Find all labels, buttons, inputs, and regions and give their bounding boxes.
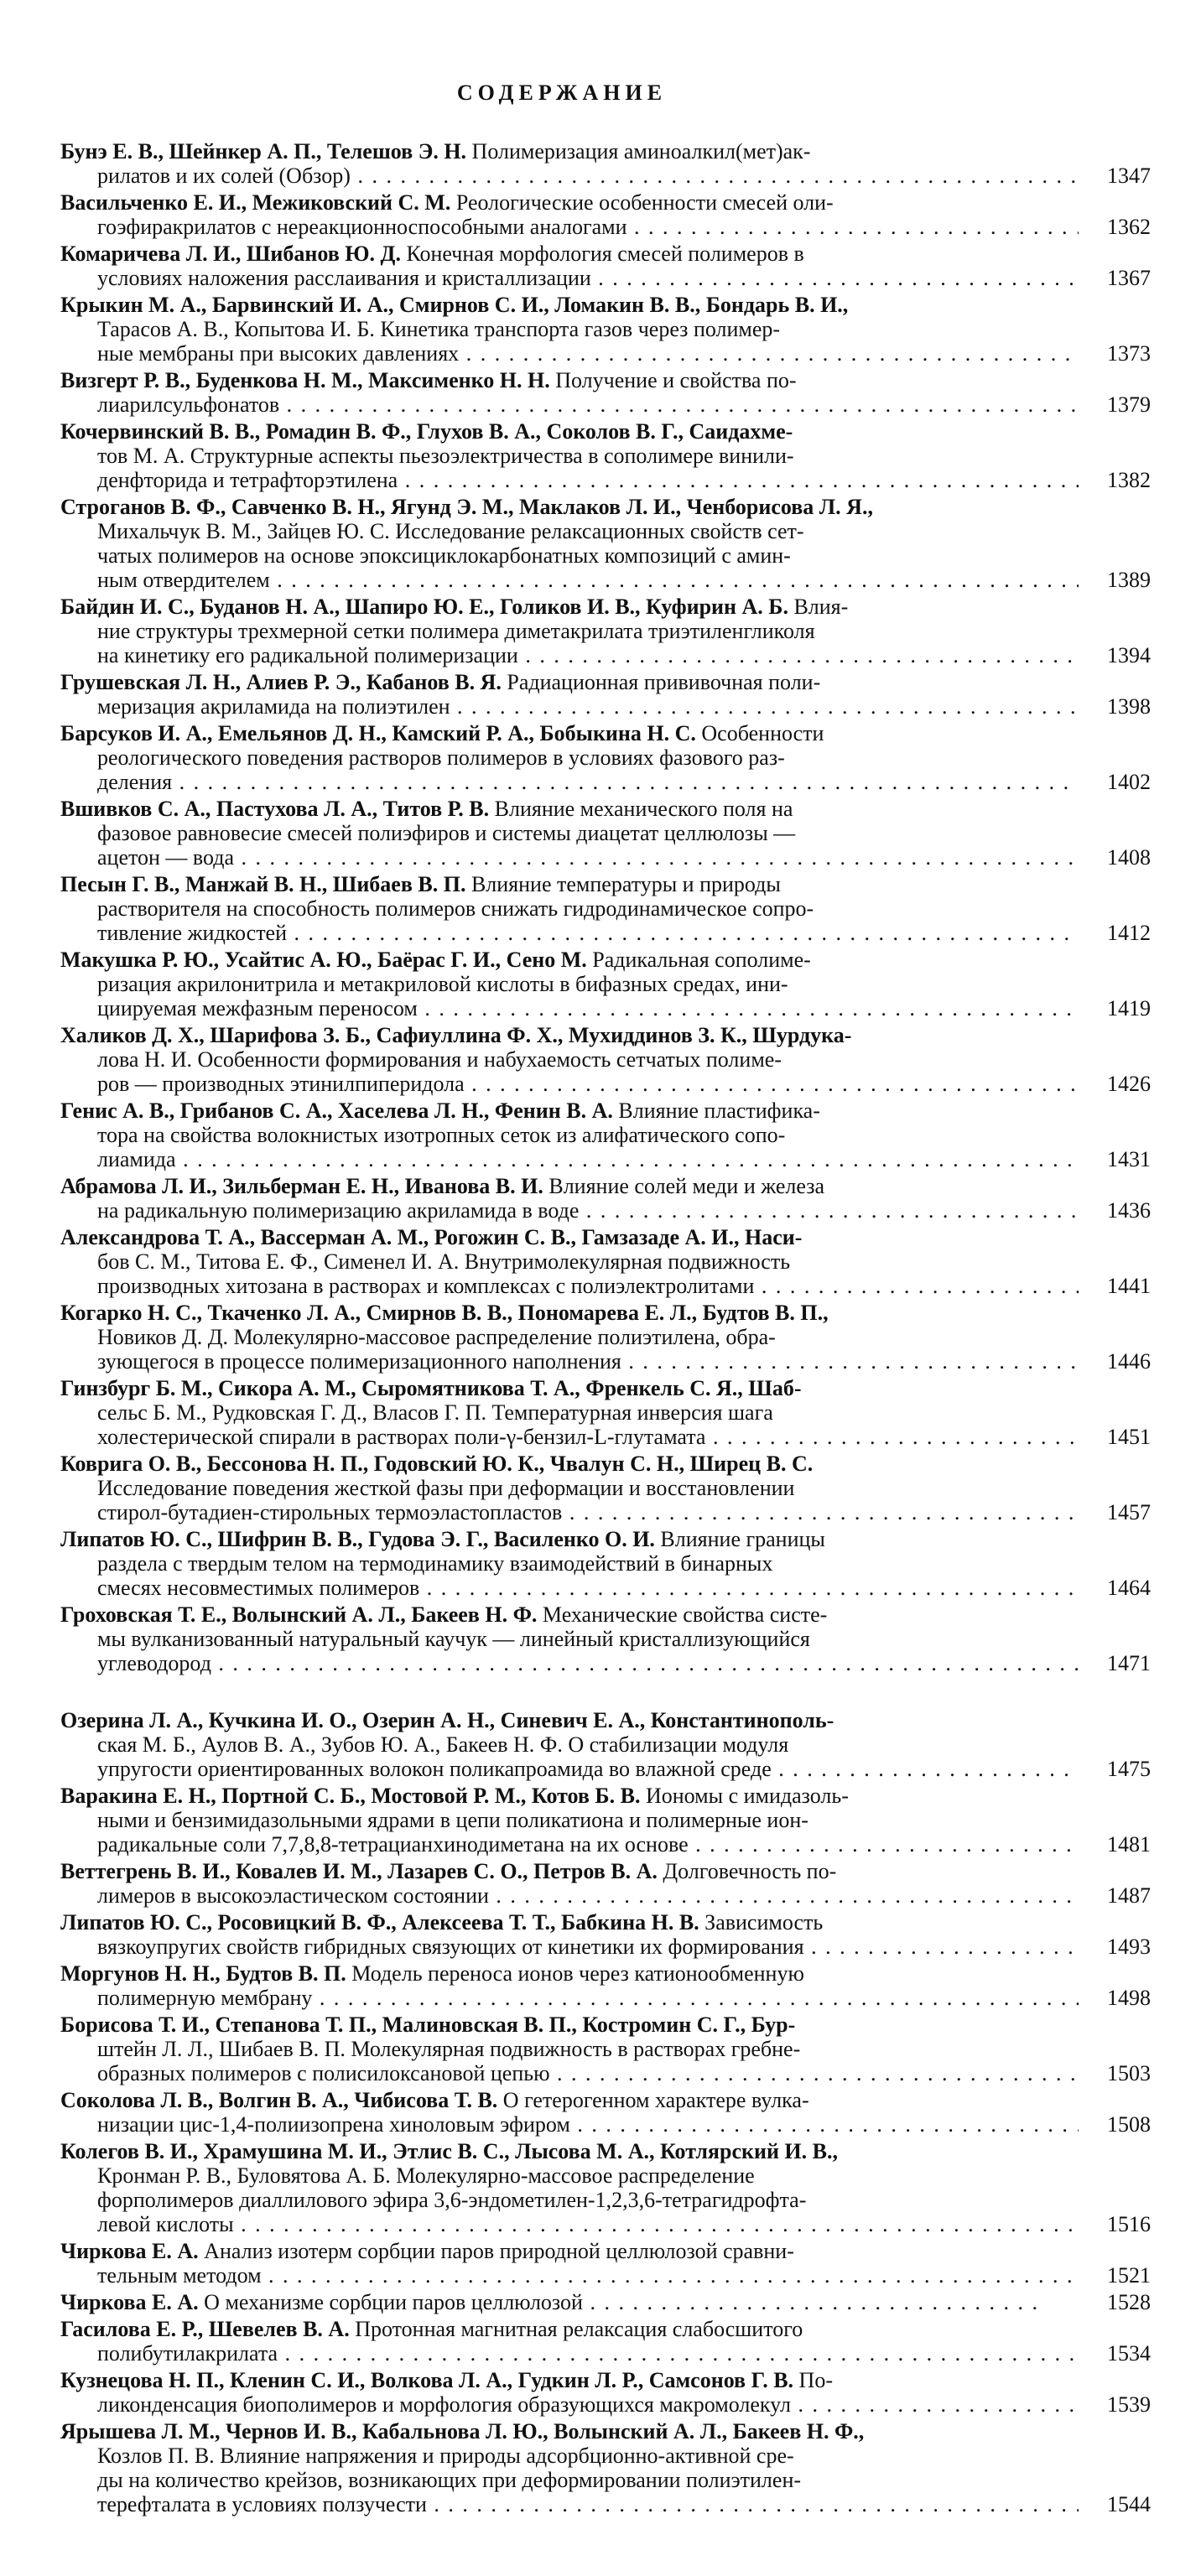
toc-title-first: Модель переноса ионов через катионообменную: [351, 1961, 804, 1986]
toc-authors: Строганов В. Ф., Савченко В. Н., Ягунд Э. М., Маклаков Л. И., Ченборисова Л. Я.,: [60, 495, 873, 519]
toc-page-number: 1534: [1107, 2341, 1151, 2366]
toc-title-line: Исследование поведения жесткой фазы при деформации и восстановлении: [97, 1476, 795, 1500]
toc-entry: [60, 1784, 1151, 1857]
toc-entry: [60, 1452, 1151, 1524]
toc-authors: Вшивков С. А., Пастухова Л. А., Титов Р. В.: [60, 797, 490, 821]
toc-page-number: 1475: [1107, 1757, 1151, 1781]
toc-entry: [60, 2368, 1151, 2417]
toc-title-line: ние структуры трехмерной сетки полимера диметакрилата триэтиленгликоля: [97, 619, 815, 643]
toc-title-line: ацетон — вода . . .: [60, 845, 1079, 870]
toc-entry-head: [60, 139, 1151, 164]
toc-page-number: 1471: [1107, 1651, 1151, 1675]
toc-entry-head: [60, 1910, 1151, 1935]
toc-entry: [60, 242, 1151, 290]
toc-title-line: смесях несовместимых полимеров . . .: [60, 1576, 1079, 1600]
toc-title-line: чатых полимеров на основе эпоксициклокарбонатных композиций с амин-: [97, 543, 791, 568]
toc-entry-head: [60, 495, 1151, 519]
toc-title-first: Влияние пластифика-: [618, 1098, 820, 1123]
contents-section-2: [60, 1708, 1151, 2516]
toc-title-line: ская М. Б., Аулов В. А., Зубов Ю. А., Бакеев Н. Ф. О стабилизации модуля: [97, 1732, 789, 1757]
toc-title-line: денфторида и тетрафторэтилена . . .: [60, 468, 1079, 492]
toc-entry-head: [60, 1023, 1151, 1047]
toc-entry-head: [60, 2317, 1151, 2341]
toc-entry: [60, 670, 1151, 719]
toc-entry: [60, 1859, 1151, 1908]
toc-title-line: зующегося в процессе полимеризационного наполнения . . .: [60, 1349, 1079, 1374]
toc-entry-head: [60, 2139, 1151, 2163]
toc-authors: Барсуков И. А., Емельянов Д. Н., Камский Р. А., Бобыкина Н. С.: [60, 721, 696, 745]
toc-entry: [60, 495, 1151, 592]
toc-title-first: Реологические особенности смесей оли-: [455, 190, 834, 215]
contents-section-1: [60, 139, 1151, 1675]
toc-entry: [60, 2317, 1151, 2366]
toc-title-line: растворителя на способность полимеров снижать гидродинамическое сопро-: [97, 896, 814, 921]
toc-title-first: О механизме сорбции паров целлюлозой: [204, 2290, 583, 2314]
toc-entry-head: [60, 1174, 1151, 1198]
toc-entry-head: [60, 948, 1151, 972]
toc-title-line: холестерической спирали в растворах поли-γ-бензил-L-глутамата . . .: [60, 1425, 1079, 1449]
toc-entry: [60, 797, 1151, 870]
toc-page-number: 1389: [1107, 568, 1151, 592]
toc-title-line: Новиков Д. Д. Молекулярно-массовое распределение полиэтилена, обра-: [97, 1325, 776, 1349]
toc-authors: Колегов В. И., Храмушина М. И., Этлис В. С., Лысова М. А., Котлярский И. В.,: [60, 2139, 838, 2163]
toc-title-line: ризация акрилонитрила и метакриловой кислоты в бифазных средах, ини-: [97, 972, 788, 996]
toc-title-first: Долговечность по-: [663, 1859, 837, 1883]
toc-title-first: О гетерогенном характере вулка-: [502, 2088, 809, 2112]
toc-page-number: 1367: [1107, 266, 1151, 290]
toc-entry-head: [60, 2088, 1151, 2112]
toc-page-number: 1457: [1107, 1500, 1151, 1524]
toc-authors: Гасилова Е. Р., Шевелев В. А.: [60, 2317, 350, 2341]
page-title: СОДЕРЖАНИЕ: [456, 80, 668, 105]
toc-authors: Абрамова Л. И., Зильберман Е. Н., Иванова В. И.: [60, 1174, 543, 1198]
toc-title-first: Влияние границы: [660, 1527, 825, 1551]
toc-entry-head: [60, 1784, 1151, 1808]
toc-entry-head: [60, 595, 1151, 619]
toc-authors: Кочервинский В. В., Ромадин В. Ф., Глухов В. А., Соколов В. Г., Саидахме-: [60, 419, 793, 444]
toc-entry: [60, 1225, 1151, 1298]
toc-title-first: Влияние солей меди и железа: [549, 1174, 825, 1198]
toc-title-line: реологического поведения растворов полимеров в условиях фазового раз-: [97, 745, 785, 770]
toc-entry-head: [60, 2239, 1151, 2263]
toc-authors: Соколова Л. В., Волгин В. А., Чибисова Т. В.: [60, 2088, 498, 2112]
toc-entry: [60, 1174, 1151, 1223]
toc-page-number: 1493: [1107, 1935, 1151, 1959]
toc-entry: [60, 1376, 1151, 1449]
toc-title-line: тельным методом . . .: [60, 2263, 1079, 2288]
toc-authors: Варакина Е. Н., Портной С. Б., Мостовой Р. М., Котов Б. В.: [60, 1784, 641, 1808]
toc-title-line: циируемая межфазным переносом . . .: [60, 996, 1079, 1021]
toc-page-number: 1503: [1107, 2061, 1151, 2085]
toc-authors: Визгерт Р. В., Буденкова Н. М., Максименко Н. Н.: [60, 368, 550, 392]
toc-entry: [60, 1708, 1151, 1781]
toc-authors: Крыкин М. А., Барвинский И. А., Смирнов С. И., Ломакин В. В., Бондарь В. И.,: [60, 293, 849, 317]
toc-entry-head: [60, 721, 1151, 745]
toc-title-line: полимерную мембрану . . .: [60, 1986, 1079, 2010]
toc-title-line: лимеров в высокоэластическом состоянии . . .: [60, 1883, 1079, 1908]
toc-entry-head: [60, 670, 1151, 694]
toc-entry-head: [60, 1527, 1151, 1551]
toc-page-number: 1347: [1107, 164, 1151, 188]
toc-page-number: 1394: [1107, 643, 1151, 667]
toc-authors: Бунэ Е. В., Шейнкер А. П., Телешов Э. Н.: [60, 139, 467, 164]
toc-title-first: Радиационная прививочная поли-: [507, 670, 821, 694]
toc-title-line: Козлов П. В. Влияние напряжения и природы адсорбционно-активной сре-: [97, 2444, 794, 2468]
toc-title-first: Получение и свойства по-: [555, 368, 797, 392]
toc-title-line: форполимеров диаллилового эфира 3,6-эндометилен-1,2,3,6-тетрагидрофта-: [97, 2188, 807, 2212]
toc-page-number: 1446: [1107, 1349, 1151, 1374]
toc-authors: Липатов Ю. С., Росовицкий В. Ф., Алексеева Т. Т., Бабкина Н. В.: [60, 1910, 699, 1935]
toc-entry: [60, 1023, 1151, 1096]
toc-page-number: 1544: [1107, 2492, 1151, 2516]
toc-title-line: ды на количество крейзов, возникающих при деформировании полиэтилен-: [97, 2468, 802, 2492]
toc-entry: [60, 1910, 1151, 1959]
toc-title-first: Протонная магнитная релаксация слабосшитого: [355, 2317, 803, 2341]
toc-authors: Моргунов Н. Н., Будтов В. П.: [60, 1961, 346, 1986]
toc-authors: Васильченко Е. И., Межиковский С. М.: [60, 190, 451, 215]
toc-entry: [60, 872, 1151, 945]
toc-entry: [60, 1961, 1151, 2010]
toc-title-first: Влияние температуры и природы: [471, 872, 781, 896]
toc-page-number: 1441: [1107, 1274, 1151, 1298]
toc-title-line: тов М. А. Структурные аспекты пьезоэлектричества в сополимере винили-: [97, 444, 794, 468]
toc-title-first: Влияние механического поля на: [494, 797, 793, 821]
toc-title-line: ликонденсация биополимеров и морфология образующихся макромолекул . . .: [60, 2392, 1079, 2417]
toc-title-line: терефталата в условиях ползучести . . .: [60, 2492, 1079, 2516]
toc-entry-head: [60, 1301, 1151, 1325]
toc-entry: [60, 1301, 1151, 1374]
toc-title-first: Иономы с имидазоль-: [645, 1784, 849, 1808]
toc-authors: Генис А. В., Грибанов С. А., Хаселева Л. Н., Фенин В. А.: [60, 1098, 613, 1123]
toc-page-number: 1431: [1107, 1147, 1151, 1171]
toc-title-line: раздела с твердым телом на термодинамику взаимодействий в бинарных: [97, 1551, 773, 1576]
toc-title-line: штейн Л. Л., Шибаев В. П. Молекулярная подвижность в растворах гребне-: [97, 2037, 801, 2061]
toc-title-line: тивление жидкостей . . .: [60, 921, 1079, 945]
toc-page-number: 1379: [1107, 392, 1151, 417]
toc-title-first: Механические свойства систе-: [542, 1602, 828, 1627]
toc-title-line: ров — производных этинилпиперидола . . .: [60, 1072, 1079, 1096]
toc-authors: Липатов Ю. С., Шифрин В. В., Гудова Э. Г., Василенко О. И.: [60, 1527, 655, 1551]
toc-authors: Ярышева Л. М., Чернов И. В., Кабальнова Л. Ю., Волынский А. Л., Бакеев Н. Ф.,: [60, 2419, 865, 2444]
toc-authors: Кузнецова Н. П., Кленин С. И., Волкова Л. А., Гудкин Л. Р., Самсонов Г. В.: [60, 2368, 794, 2392]
toc-title-line: упругости ориентированных волокон поликапроамида во влажной среде . . .: [60, 1757, 1079, 1781]
toc-entry-head: [60, 1376, 1151, 1400]
toc-entry-head: [60, 1225, 1151, 1249]
toc-entry-head: [60, 293, 1151, 317]
toc-page-number: 1539: [1107, 2392, 1151, 2417]
toc-authors: Когарко Н. С., Ткаченко Л. А., Смирнов В. В., Пономарева Е. Л., Будтов В. П.,: [60, 1301, 829, 1325]
toc-entry-head: [60, 368, 1151, 392]
toc-page-number: 1412: [1107, 921, 1151, 945]
toc-title-line: бов С. М., Титова Е. Ф., Сименел И. А. Внутримолекулярная подвижность: [97, 1249, 791, 1274]
toc-title-first: Полимеризация аминоалкил(мет)ак-: [471, 139, 811, 164]
toc-title-first: Радикальная сополиме-: [592, 948, 811, 972]
toc-page-number: 1436: [1107, 1198, 1151, 1223]
toc-authors: Озерина Л. А., Кучкина И. О., Озерин А. Н., Синевич Е. А., Константинополь-: [60, 1708, 834, 1732]
toc-entry: [60, 2088, 1151, 2137]
toc-title-line: рилатов и их солей (Обзор) . . .: [60, 164, 1079, 188]
toc-title-line: стирол-бутадиен-стирольных термоэластопластов . . .: [60, 1500, 1079, 1524]
toc-entry-head: [60, 2012, 1151, 2037]
toc-page-number: 1398: [1107, 694, 1151, 719]
toc-title-line: образных полимеров с полисилоксановой цепью . . .: [60, 2061, 1079, 2085]
toc-page-number: 1419: [1107, 996, 1151, 1021]
toc-title-line: тора на свойства волокнистых изотропных сеток из алифатического сопо-: [97, 1123, 786, 1147]
toc-authors: Чиркова Е. А.: [60, 2239, 199, 2263]
toc-entry-head: [60, 419, 1151, 444]
toc-authors: Веттегрень В. И., Ковалев И. М., Лазарев С. О., Петров В. А.: [60, 1859, 658, 1883]
toc-title-line: вязкоупругих свойств гибридных связующих от кинетики их формирования . . .: [60, 1935, 1079, 1959]
toc-authors: Макушка Р. Ю., Усайтис А. Ю., Баёрас Г. И., Сено М.: [60, 948, 587, 972]
toc-title-first: Влия-: [793, 595, 849, 619]
toc-entry-head: [60, 190, 1151, 215]
toc-entry-head: [60, 1098, 1151, 1123]
toc-entry: [60, 190, 1151, 239]
toc-authors: Александрова Т. А., Вассерман А. М., Рогожин С. В., Гамзазаде А. И., Наси-: [60, 1225, 803, 1249]
toc-title-first: Конечная морфология смесей полимеров в: [406, 242, 804, 266]
toc-title-first: Анализ изотерм сорбции паров природной целлюлозой сравни-: [204, 2239, 794, 2263]
toc-entry-head: [60, 797, 1151, 821]
toc-title-line: на кинетику его радикальной полимеризации . . .: [60, 643, 1079, 667]
toc-title-line: ным отвердителем . . .: [60, 568, 1079, 592]
toc-title-first: Зависимость: [704, 1910, 824, 1935]
toc-entry-head: [60, 242, 1151, 266]
toc-entry: [60, 1098, 1151, 1171]
toc-entry: [60, 2239, 1151, 2288]
toc-entry: [60, 139, 1151, 188]
toc-title-line: ными и бензимидазольными ядрами в цепи поликатиона и полимерные ион-: [97, 1808, 808, 1832]
toc-title-first: Особенности: [701, 721, 824, 745]
toc-title-line: полибутилакрилата . . .: [60, 2341, 1079, 2366]
toc-entry: [60, 2012, 1151, 2085]
toc-page-number: 1402: [1107, 770, 1151, 794]
toc-title-line: на радикальную полимеризацию акриламида в воде . . .: [60, 1198, 1079, 1223]
toc-authors: Комаричева Л. И., Шибанов Ю. Д.: [60, 242, 401, 266]
toc-entry-head: [60, 1859, 1151, 1883]
toc-authors: Чиркова Е. А.: [60, 2290, 199, 2314]
toc-entry: [60, 1602, 1151, 1675]
toc-page-number: 1382: [1107, 468, 1151, 492]
toc-title-first: По-: [798, 2368, 833, 2392]
toc-title-line: лиарилсульфонатов . . .: [60, 392, 1079, 417]
toc-entry-head: [60, 1708, 1151, 1732]
toc-entry: [60, 1527, 1151, 1600]
toc-entry: [60, 293, 1151, 366]
toc-title-line: сельс Б. М., Рудковская Г. Д., Власов Г. П. Температурная инверсия шага: [97, 1400, 773, 1425]
toc-entry-head: [60, 1961, 1151, 1986]
toc-title-line: мы вулканизованный натуральный каучук — линейный кристаллизующийся: [97, 1627, 810, 1651]
toc-page-number: 1481: [1107, 1832, 1151, 1857]
toc-page-number: 1373: [1107, 341, 1151, 366]
toc-page-number: 1464: [1107, 1576, 1151, 1600]
toc-entry-head: [60, 2290, 1042, 2314]
toc-page-number: 1362: [1107, 215, 1151, 239]
toc-entry-head: [60, 1602, 1151, 1627]
toc-title-line: деления . . .: [60, 770, 1079, 794]
toc-authors: Песын Г. В., Манжай В. Н., Шибаев В. П.: [60, 872, 466, 896]
toc-title-line: низации цис-1,4-полиизопрена хиноловым эфиром . . .: [60, 2112, 1079, 2137]
toc-page-number: 1426: [1107, 1072, 1151, 1096]
toc-entry: [60, 368, 1151, 417]
toc-entry: [60, 2290, 1151, 2314]
toc-page-number: 1408: [1107, 845, 1151, 870]
toc-entry-head: [60, 1452, 1151, 1476]
toc-title-line: Михальчук В. М., Зайцев Ю. С. Исследование релаксационных свойств сет-: [97, 519, 804, 543]
toc-authors: Байдин И. С., Буданов Н. А., Шапиро Ю. Е., Голиков И. В., Куфирин А. Б.: [60, 595, 788, 619]
toc-entry: [60, 2139, 1151, 2236]
toc-page-number: 1487: [1107, 1883, 1151, 1908]
toc-authors: Халиков Д. Х., Шарифова З. Б., Сафиуллина Ф. Х., Мухиддинов З. К., Шурдука-: [60, 1023, 852, 1047]
toc-title-line: Тарасов А. В., Копытова И. Б. Кинетика транспорта газов через полимер-: [97, 317, 781, 341]
toc-authors: Грушевская Л. Н., Алиев Р. Э., Кабанов В. Я.: [60, 670, 502, 694]
toc-entry-head: [60, 2368, 1151, 2392]
toc-title-line: производных хитозана в растворах и комплексах с полиэлектролитами . . .: [60, 1274, 1079, 1298]
toc-authors: Борисова Т. И., Степанова Т. П., Малиновская В. П., Костромин С. Г., Бур-: [60, 2012, 796, 2037]
toc-entry: [60, 595, 1151, 667]
toc-title-line: условиях наложения расслаивания и кристаллизации . . .: [60, 266, 1079, 290]
toc-page-number: 1528: [1107, 2290, 1151, 2314]
toc-entry: [60, 948, 1151, 1021]
toc-entry-head: [60, 872, 1151, 896]
toc-page-number: 1516: [1107, 2212, 1151, 2236]
toc-page-number: 1521: [1107, 2263, 1151, 2288]
toc-entry: [60, 721, 1151, 794]
toc-authors: Гроховская Т. Е., Волынский А. Л., Бакеев Н. Ф.: [60, 1602, 538, 1627]
toc-title-line: левой кислоты . . .: [60, 2212, 1079, 2236]
toc-title-line: лова Н. И. Особенности формирования и набухаемость сетчатых полиме-: [97, 1047, 782, 1072]
toc-title-line: фазовое равновесие смесей полиэфиров и системы диацетат целлюлозы —: [97, 821, 796, 845]
toc-page-number: 1451: [1107, 1425, 1151, 1449]
toc-entry-head: [60, 2419, 1151, 2444]
toc-authors: Коврига О. В., Бессонова Н. П., Годовский Ю. К., Чвалун С. Н., Ширец В. С.: [60, 1452, 814, 1476]
toc-title-line: углеводород . . .: [60, 1651, 1079, 1675]
toc-title-line: Кронман Р. В., Буловятова А. Б. Молекулярно-массовое распределение: [97, 2163, 755, 2188]
toc-entry: [60, 419, 1151, 492]
toc-title-line: лиамида . . .: [60, 1147, 1079, 1171]
toc-page-number: 1498: [1107, 1986, 1151, 2010]
toc-title-line: ные мембраны при высоких давлениях . . .: [60, 341, 1079, 366]
toc-title-line: радикальные соли 7,7,8,8-тетрацианхинодиметана на их основе . . .: [60, 1832, 1079, 1857]
toc-authors: Гинзбург Б. М., Сикора А. М., Сыромятникова Т. А., Френкель С. Я., Шаб-: [60, 1376, 802, 1400]
toc-title-line: меризация акриламида на полиэтилен . . .: [60, 694, 1079, 719]
toc-title-line: гоэфиракрилатов с нереакционноспособными аналогами . . .: [60, 215, 1079, 239]
toc-page-number: 1508: [1107, 2112, 1151, 2137]
toc-entry: [60, 2419, 1151, 2516]
